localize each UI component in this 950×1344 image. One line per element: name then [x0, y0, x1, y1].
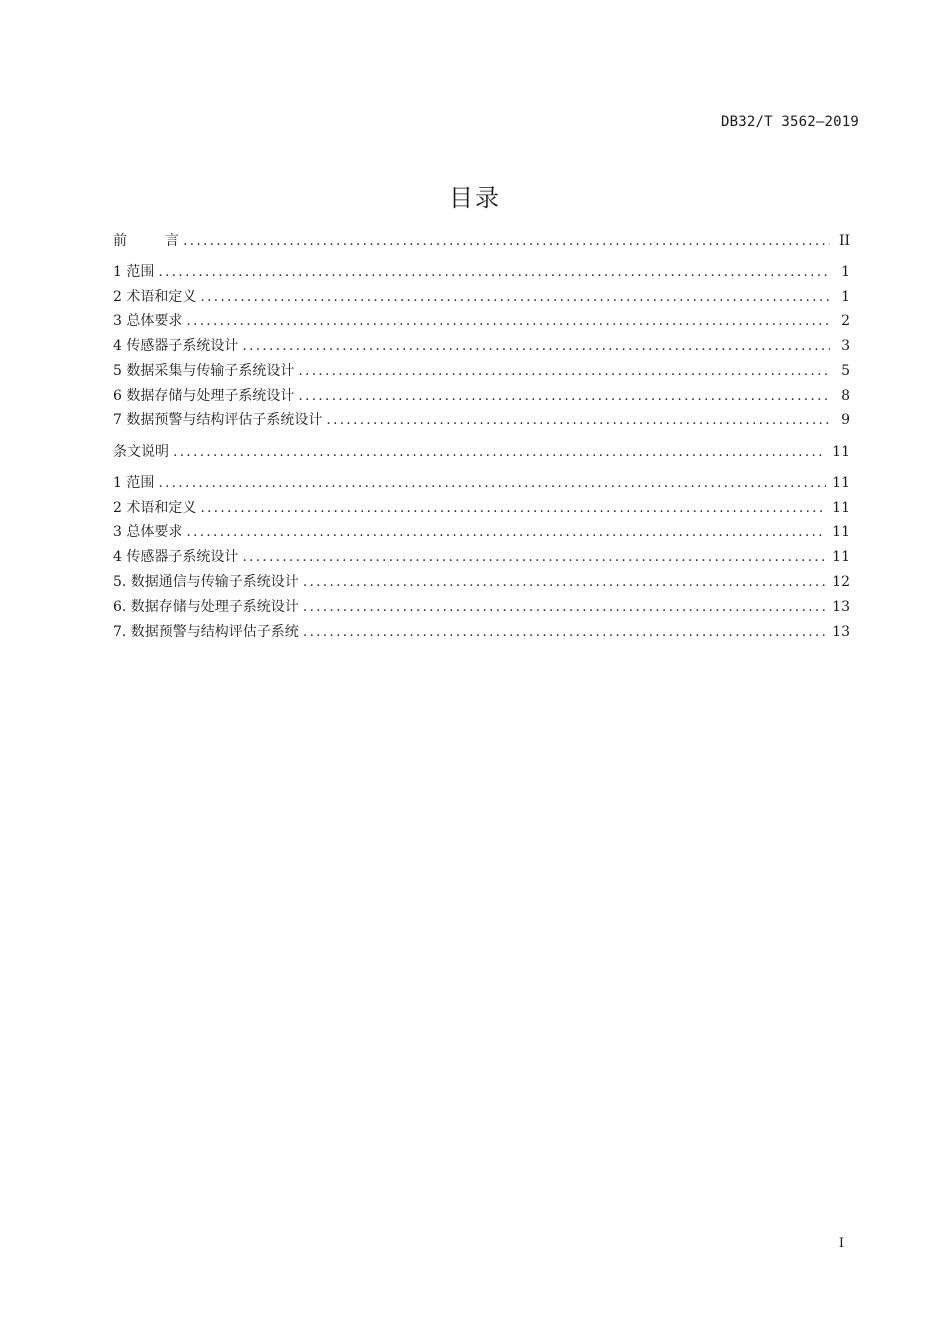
toc-entry-page: 2	[841, 313, 850, 329]
toc-entry-page: 9	[841, 412, 850, 428]
toc-entry-page: 12	[832, 574, 850, 590]
toc-dot-leader	[186, 522, 826, 542]
toc-entry[interactable]	[113, 386, 850, 406]
toc-entry[interactable]	[113, 572, 850, 592]
toc-dot-leader	[242, 336, 830, 356]
toc-entry-label: 6. 数据存储与处理子系统设计	[113, 599, 299, 615]
toc-entry-page: 3	[841, 338, 850, 354]
toc-entry-label: 3 总体要求	[113, 524, 183, 540]
toc-dot-leader	[173, 442, 826, 462]
toc-entry-page: 13	[832, 624, 850, 640]
toc-entry-label: 1 范围	[113, 264, 155, 280]
toc-entry-page: 13	[832, 599, 850, 615]
toc-dot-leader	[298, 386, 830, 406]
toc-entry-page: 1	[841, 289, 850, 305]
toc-entry-label: 1 范围	[113, 475, 155, 491]
toc-entry-label: 2 术语和定义	[113, 289, 197, 305]
toc-entry-label: 3 总体要求	[113, 313, 183, 329]
toc-dot-leader	[326, 410, 830, 430]
toc-entry-label: 4 传感器子系统设计	[113, 549, 239, 565]
toc-entry[interactable]	[113, 361, 850, 381]
toc-entry-label: 2 术语和定义	[113, 500, 197, 516]
toc-entry-label: 4 传感器子系统设计	[113, 338, 239, 354]
toc-entry[interactable]	[113, 287, 850, 307]
toc-entry[interactable]	[113, 311, 850, 331]
toc-entry[interactable]	[113, 547, 850, 567]
toc-entry-label: 5. 数据通信与传输子系统设计	[113, 574, 299, 590]
toc-entry[interactable]	[113, 336, 850, 356]
toc-entry-page: 8	[841, 388, 850, 404]
toc-entry-page: 11	[832, 549, 850, 565]
toc-dot-leader	[303, 597, 826, 617]
toc-dot-leader	[242, 547, 826, 567]
document-code: DB32/T 3562—2019	[720, 114, 859, 130]
toc-entry-page: 11	[832, 475, 850, 491]
toc-entry-page: II	[838, 233, 850, 249]
page-title: 目录	[449, 184, 501, 212]
toc-entry-label: 6 数据存储与处理子系统设计	[113, 388, 295, 404]
toc-entry-label: 前 言	[113, 233, 179, 249]
toc-entry-label: 7 数据预警与结构评估子系统设计	[113, 412, 323, 428]
toc-entry[interactable]	[113, 262, 850, 282]
toc-entry[interactable]	[113, 473, 850, 493]
toc-entry-page: 1	[841, 264, 850, 280]
toc-dot-leader	[303, 572, 826, 592]
toc-entry[interactable]	[113, 522, 850, 542]
toc-entry-page: 5	[841, 363, 850, 379]
toc-entry[interactable]	[113, 410, 850, 430]
toc-dot-leader	[158, 262, 830, 282]
toc-dot-leader	[303, 622, 826, 642]
toc-entry[interactable]	[113, 622, 850, 642]
toc-entry[interactable]	[113, 597, 850, 617]
toc-entry-label: 7. 数据预警与结构评估子系统	[113, 624, 299, 640]
toc-entry-page: 11	[832, 524, 850, 540]
toc-entry-foreword[interactable]	[113, 231, 850, 251]
toc-dot-leader	[298, 361, 830, 381]
toc-entry-explanation[interactable]	[113, 442, 850, 462]
toc-entry-page: 11	[832, 444, 850, 460]
toc-entry-page: 11	[832, 500, 850, 516]
toc-entry-label: 5 数据采集与传输子系统设计	[113, 363, 295, 379]
toc-dot-leader	[200, 287, 830, 307]
page-number: I	[838, 1236, 844, 1251]
toc-entry-label: 条文说明	[113, 444, 169, 460]
toc-dot-leader	[158, 473, 826, 493]
toc-entry[interactable]	[113, 498, 850, 518]
toc-dot-leader	[200, 498, 826, 518]
toc-dot-leader	[186, 311, 830, 331]
toc-dot-leader	[183, 231, 830, 251]
